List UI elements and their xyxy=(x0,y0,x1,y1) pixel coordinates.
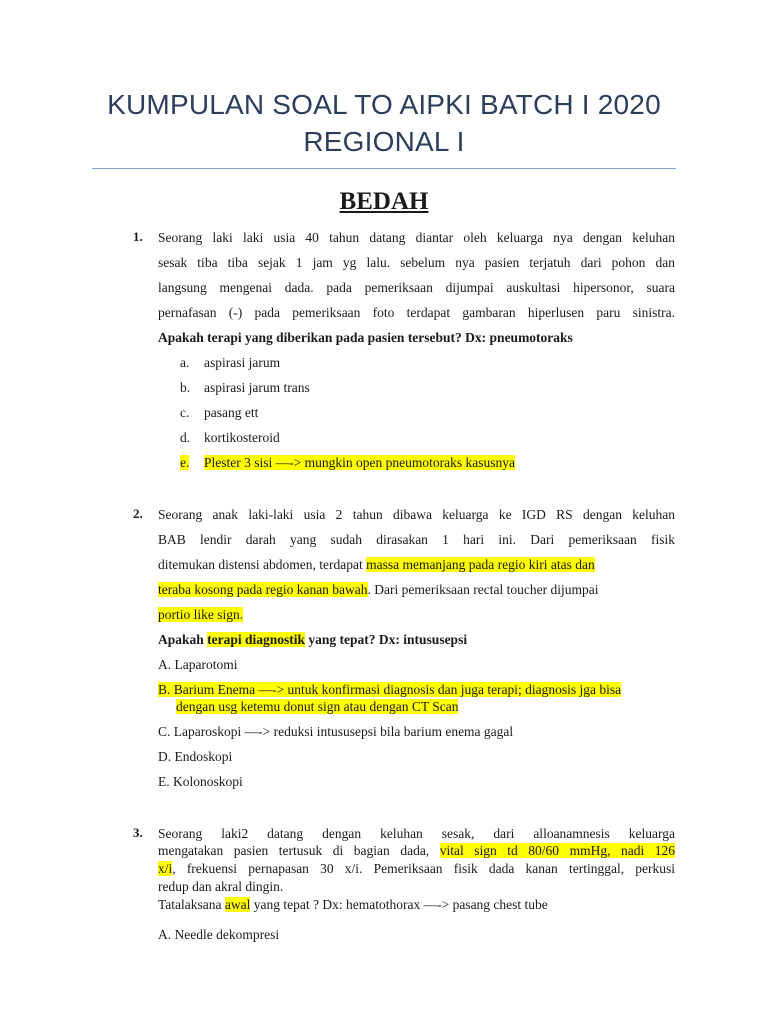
answer-highlight: Plester 3 sisi —-> mungkin open pneumotoraks kasusnya xyxy=(204,455,515,470)
question-stem-line: Seorang laki2 datang dengan keluhan sesak, dari alloanamnesis keluarga xyxy=(158,826,675,841)
option-text: aspirasi jarum trans xyxy=(204,380,310,395)
question-stem-line: BAB lendir darah yang sudah dirasakan 1 hari ini. Dari pemeriksaan fisik xyxy=(158,532,675,547)
question-stem-line: Seorang anak laki-laki usia 2 tahun dibawa keluarga ke IGD RS dengan keluhan xyxy=(158,507,675,522)
option-letter: a. xyxy=(180,355,190,370)
question-number: 2. xyxy=(133,506,143,521)
stem-text: . Dari pemeriksaan rectal toucher dijumpai xyxy=(367,582,599,597)
prompt-text: Apakah xyxy=(158,632,208,647)
question-stem-line: pernafasan (-) pada pemeriksaan foto terdapat gambaran hiperlusen paru sinistra. xyxy=(158,305,675,320)
stem-text: ditemukan distensi abdomen, terdapat xyxy=(158,557,367,572)
prompt-text: yang tepat ? Dx: hematothorax —-> pasang chest tube xyxy=(250,897,548,912)
prompt-highlight: awal xyxy=(224,897,251,912)
prompt-text: Tatalaksana xyxy=(158,897,225,912)
stem-highlight: vital sign td 80/60 mmHg, nadi 126 xyxy=(439,843,676,858)
page-title-line2: REGIONAL I xyxy=(303,126,465,157)
answer-highlight: e. xyxy=(180,455,190,470)
option-text xyxy=(158,681,621,699)
page-title xyxy=(80,86,688,160)
option-text: D. Endoskopi xyxy=(158,749,233,764)
option-text-continuation xyxy=(176,698,458,716)
section-heading: BEDAH xyxy=(339,188,429,215)
question-prompt xyxy=(158,631,675,649)
question-number: 3. xyxy=(133,825,143,840)
option-text: pasang ett xyxy=(204,405,259,420)
answer-highlight: B. Barium Enema —-> untuk konfirmasi diagnosis dan juga terapi; diagnosis jga bisa xyxy=(158,682,622,697)
stem-highlight: x/i xyxy=(158,861,173,876)
stem-highlight: teraba kosong pada regio kanan bawah xyxy=(158,582,368,597)
question-stem-line: sesak tiba tiba sejak 1 jam yg lalu. sebelum nya pasien terjatuh dari pohon dan xyxy=(158,255,675,270)
page-title-line1: KUMPULAN SOAL TO AIPKI BATCH I 2020 xyxy=(107,89,661,120)
question-stem-line xyxy=(158,606,675,624)
option-letter: d. xyxy=(180,430,191,445)
option-letter: b. xyxy=(180,380,191,395)
stem-highlight: massa memanjang pada regio kiri atas dan xyxy=(366,557,595,572)
stem-text: mengatakan pasien tertusuk di bagian dada, xyxy=(158,843,440,858)
option-letter: c. xyxy=(180,405,190,420)
question-number: 1. xyxy=(133,229,143,244)
question-prompt: Apakah terapi yang diberikan pada pasien tersebut? Dx: pneumotoraks xyxy=(158,330,573,345)
option-text: kortikosteroid xyxy=(204,430,280,445)
stem-text: , frekuensi pernapasan 30 x/i. Pemeriksaan fisik dada kanan tertinggal, perkusi xyxy=(172,861,675,876)
question-stem-line: redup dan akral dingin. xyxy=(158,879,284,894)
option-text: E. Kolonoskopi xyxy=(158,774,243,789)
option-text: A. Needle dekompresi xyxy=(158,927,280,942)
question-stem-line xyxy=(158,842,675,860)
title-divider xyxy=(92,168,676,169)
question-stem-line xyxy=(158,581,675,599)
option-text: A. Laparotomi xyxy=(158,657,238,672)
answer-highlight: dengan usg ketemu donut sign atau dengan CT Scan xyxy=(176,699,459,714)
question-stem-line xyxy=(158,860,675,878)
question-stem-line: langsung mengenai dada. pada pemeriksaan dijumpai auskultasi hipersonor, suara xyxy=(158,280,675,295)
stem-highlight: portio like sign. xyxy=(158,607,244,622)
prompt-highlight: terapi diagnostik xyxy=(207,632,306,647)
option-text: aspirasi jarum xyxy=(204,355,281,370)
question-stem-line: Seorang laki laki usia 40 tahun datang diantar oleh keluarga nya dengan keluhan xyxy=(158,230,675,245)
question-prompt xyxy=(158,896,675,914)
option-text: C. Laparoskopi —-> reduksi intususepsi bila barium enema gagal xyxy=(158,724,514,739)
option-text xyxy=(204,454,515,472)
prompt-text: yang tepat? Dx: intususepsi xyxy=(305,632,468,647)
question-stem-line xyxy=(158,556,675,574)
option-letter xyxy=(180,454,189,472)
